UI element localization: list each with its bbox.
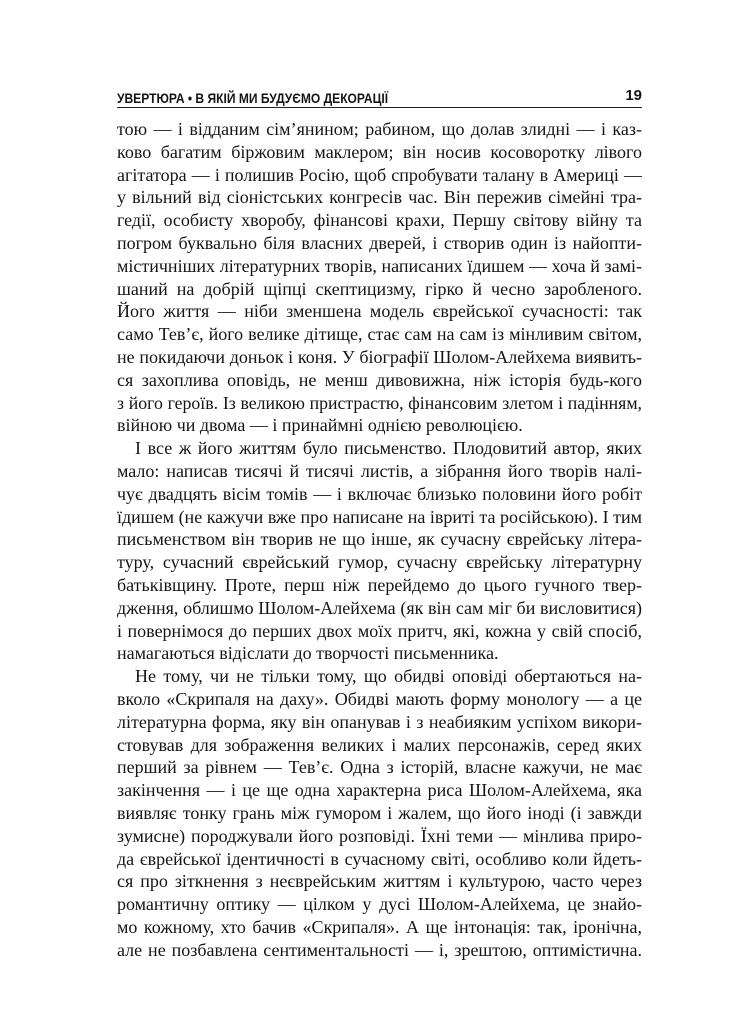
text-line: агітатора — і полишив Росію, щоб спробувати талану в Америці — bbox=[117, 164, 642, 185]
text-line: з його героїв. Із великою пристрастю, фінансовим злетом і падінням, bbox=[117, 392, 642, 413]
text-line: мало: написав тисячі й тисячі листів, а зібрання його творів налі- bbox=[117, 460, 642, 481]
text-line: батьківщину. Проте, перш ніж перейдемо до цього гучного твер- bbox=[117, 574, 642, 595]
text-line: але не позбавлена сентиментальності — і, зрештою, оптимістична. bbox=[117, 939, 642, 960]
text-line: дження, облишмо Шолом-Алейхема (як він сам міг би висловитися) bbox=[117, 597, 642, 618]
text-line: війною чи двома — і принаймні однією революцією. bbox=[117, 415, 523, 436]
text-line: І все ж його життям було письменство. Плодовитий автор, яких bbox=[135, 438, 642, 459]
text-line: письменством він творив не що інше, як сучасну єврейську літера- bbox=[117, 529, 642, 550]
text-line: перший за рівнем — Тев’є. Одна з історій, власне кажучи, не має bbox=[117, 757, 642, 778]
text-line: погром буквально біля власних дверей, і створив один із найопти- bbox=[117, 232, 642, 253]
text-line: виявляє тонку грань між гумором і жалем, що його іноді (і завжди bbox=[117, 802, 642, 823]
text-line: мо кожному, хто бачив «Скрипаля». А ще інтонація: так, іронічна, bbox=[117, 916, 642, 937]
running-title: УВЕРТЮРА • В ЯКІЙ МИ БУДУЄМО ДЕКОРАЦІЇ bbox=[117, 90, 389, 106]
text-line: їдишем (не кажучи вже про написане на івриті та російською). І тим bbox=[117, 506, 642, 527]
text-line: ся захоплива оповідь, не менш дивовижна, ніж історія будь-кого bbox=[117, 369, 642, 390]
body-text bbox=[117, 118, 642, 961]
text-line: гедії, особисту хворобу, фінансові крахи, Першу світову війну та bbox=[117, 210, 642, 231]
text-line: стовував для зображення великих і малих персонажів, серед яких bbox=[117, 734, 642, 755]
text-line: романтичну оптику — цілком у дусі Шолом-Алейхема, це знайо- bbox=[117, 894, 642, 915]
text-line: туру, сучасний єврейський гумор, сучасну єврейську літературну bbox=[117, 552, 642, 573]
text-line: зумисне) породжували його розповіді. Їхні теми — мінлива приро- bbox=[117, 825, 642, 846]
text-line: літературна форма, яку він опанував і з неабияким успіхом викори- bbox=[117, 711, 642, 732]
text-line: шаний на добрій щіпці скептицизму, гірко й чесно заробленого. bbox=[117, 278, 642, 299]
text-line: тою — і відданим сім’янином; рабином, що долав злидні — і каз- bbox=[117, 119, 642, 139]
running-header bbox=[117, 86, 642, 106]
text-line: да єврейської ідентичності в сучасному світі, особливо коли йдеть- bbox=[117, 848, 642, 869]
text-line: ково багатим біржовим маклером; він носив косоворотку лівого bbox=[117, 141, 642, 162]
text-line: не покидаючи доньок і коня. У біографії Шолом-Алейхема виявить- bbox=[117, 346, 642, 367]
text-line: Не тому, чи не тільки тому, що обидві оповіді обертаються на- bbox=[135, 666, 642, 687]
text-line: у вільний від сіоністських конгресів час. Він пережив сімейні тра- bbox=[117, 187, 642, 208]
text-line: вколо «Скрипаля на даху». Обидві мають форму монологу — а це bbox=[117, 688, 642, 709]
text-line: ся про зіткнення з неєврейським життям і культурою, часто через bbox=[117, 871, 642, 892]
text-line: само Тев’є, його велике дітище, стає сам на сам із мінливим світом, bbox=[117, 324, 642, 345]
text-line: закінчення — і це ще одна характерна риса Шолом-Алейхема, яка bbox=[117, 780, 642, 801]
text-line: чує двадцять вісім томів — і включає близько половини його робіт bbox=[117, 483, 642, 504]
text-line: містичніших літературних творів, написаних їдишем — хоча й замі- bbox=[117, 255, 642, 276]
text-line: і повернімося до перших двох моїх притч, які, кожна у свій спосіб, bbox=[117, 620, 642, 641]
text-line: намагаються відіслати до творчості письменника. bbox=[117, 643, 499, 664]
page-number: 19 bbox=[625, 87, 642, 104]
header-rule bbox=[117, 107, 642, 108]
text-line: Його життя — ніби зменшена модель єврейської сучасності: так bbox=[117, 301, 642, 322]
